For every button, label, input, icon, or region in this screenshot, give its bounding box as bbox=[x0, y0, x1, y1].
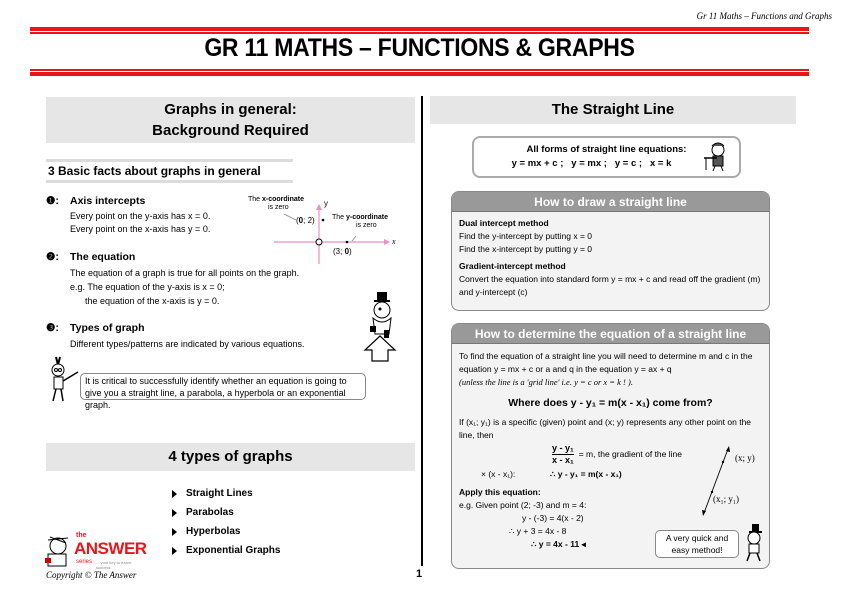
panel-title: How to draw a straight line bbox=[452, 192, 769, 212]
fact-number: ❷: bbox=[46, 251, 59, 263]
triangle-bullet-icon bbox=[172, 490, 177, 498]
point-x1y1-label: (x₁; y₁) bbox=[713, 494, 740, 504]
svg-text:is zero: is zero bbox=[356, 222, 377, 229]
if-text: If (x₁; y₁) is a specific (given) point and (x; y) represents any other point on the line, then bbox=[459, 417, 752, 440]
forms-heading: All forms of straight line equations: bbox=[526, 144, 687, 155]
multiply-label: × (x - x₁): bbox=[481, 469, 516, 479]
example-step-3: ∴ y = 4x - 11 ◂ bbox=[531, 539, 586, 549]
svg-text:The y-coordinate: The y-coordinate bbox=[332, 214, 389, 221]
graph-types-list bbox=[172, 484, 280, 560]
fact-title: Axis intercepts bbox=[70, 195, 146, 207]
intro-text: To find the equation of a straight line you will need to determine m and c in the equation y = mx + c or a and q in the equation y = ax + q bbox=[459, 351, 753, 374]
line-forms-box bbox=[472, 136, 741, 178]
fraction-numerator: y - y₁ bbox=[552, 443, 574, 453]
svg-text:(3; 0): (3; 0) bbox=[333, 247, 352, 256]
running-head: Gr 11 Maths – Functions and Graphs bbox=[696, 11, 832, 21]
question-heading: Where does y - y₁ = m(x - x₁) come from? bbox=[508, 397, 713, 409]
panel-title: How to determine the equation of a straight line bbox=[452, 324, 769, 344]
mascot-guitar-icon bbox=[46, 355, 80, 403]
column-divider bbox=[421, 96, 423, 566]
forms-equations: y = mx + c ; y = mx ; y = c ; x = k bbox=[511, 158, 672, 169]
title-rule-bottom-thick bbox=[30, 72, 809, 76]
fact-line: the equation of the x-axis is y = 0. bbox=[85, 296, 220, 306]
triangle-bullet-icon bbox=[172, 509, 177, 517]
banner-line-1: Graphs in general: bbox=[164, 101, 297, 118]
svg-text:(0; 2): (0; 2) bbox=[296, 216, 315, 225]
straight-line-banner: The Straight Line bbox=[430, 96, 796, 124]
point-xy-label: (x; y) bbox=[735, 453, 755, 463]
fraction-rhs: = m, the gradient of the line bbox=[578, 449, 682, 459]
fact-number: ❶: bbox=[46, 195, 59, 207]
fact-line: The equation of a graph is true for all points on the graph. bbox=[70, 268, 300, 278]
answer-series-logo bbox=[44, 532, 147, 574]
example-step-1: y - (-3) = 4(x - 2) bbox=[522, 513, 584, 523]
triangle-bullet-icon bbox=[172, 547, 177, 555]
list-item: Hyperbolas bbox=[172, 522, 280, 541]
quick-method-callout: A very quick and easy method! bbox=[655, 530, 739, 558]
fact-axis-intercepts bbox=[46, 195, 210, 236]
point-slope-result: ∴ y - y₁ = m(x - x₁) bbox=[550, 469, 622, 479]
list-item: Parabolas bbox=[172, 503, 280, 522]
svg-text:The x-coordinate: The x-coordinate bbox=[248, 196, 305, 203]
dual-step-1: Find the y-intercept by putting x = 0 bbox=[459, 231, 593, 241]
example-step-2: ∴ y + 3 = 4x - 8 bbox=[509, 526, 567, 536]
list-item: Straight Lines bbox=[172, 484, 280, 503]
logo-answer: ANSWER bbox=[74, 539, 147, 558]
svg-text:x: x bbox=[392, 237, 396, 246]
triangle-bullet-icon bbox=[172, 528, 177, 536]
fraction-denominator: x - x₁ bbox=[552, 455, 574, 465]
fact-line: Every point on the x-axis has y = 0. bbox=[70, 224, 211, 234]
title-rule-bottom-thin bbox=[30, 69, 809, 71]
svg-text:y: y bbox=[324, 199, 328, 208]
banner-line-2: Background Required bbox=[152, 122, 309, 139]
list-item: Exponential Graphs bbox=[172, 541, 280, 560]
fact-title: The equation bbox=[70, 251, 136, 263]
logo-tagline: ... your key to exam success bbox=[96, 560, 131, 570]
apply-heading: Apply this equation: bbox=[459, 487, 541, 497]
line-through-points-diagram bbox=[696, 445, 736, 517]
types-banner: 4 types of graphs bbox=[46, 443, 415, 471]
copyright: Copyright © The Answer bbox=[46, 570, 137, 580]
dual-step-2: Find the x-intercept by putting y = 0 bbox=[459, 244, 593, 254]
fact-title: Types of graph bbox=[70, 322, 145, 334]
fact-line: e.g. The equation of the y-axis is x = 0; bbox=[70, 282, 225, 292]
logo-mascot-icon bbox=[44, 534, 74, 568]
fact-line: Different types/patterns are indicated by various equations. bbox=[70, 339, 305, 349]
gradient-intercept-heading: Gradient-intercept method bbox=[459, 261, 566, 271]
critical-note-box: It is critical to successfully identify whether an equation is going to give you a straight line, a parabola, a hyperbola or an exponential graph. bbox=[80, 373, 366, 400]
example-given: e.g. Given point (2; -3) and m = 4: bbox=[459, 500, 587, 510]
fact-number: ❸: bbox=[46, 322, 59, 334]
logo-the: the bbox=[76, 532, 87, 539]
background-banner bbox=[46, 97, 415, 143]
mascot-on-arrow-icon bbox=[355, 290, 405, 362]
main-title: GR 11 MATHS – FUNCTIONS & GRAPHS bbox=[204, 34, 635, 62]
fact-line: Every point on the y-axis has x = 0. bbox=[70, 211, 211, 221]
fact-the-equation bbox=[46, 251, 299, 308]
logo-series: series bbox=[76, 559, 93, 565]
basic-facts-subheading: 3 Basic facts about graphs in general bbox=[46, 159, 293, 183]
mascot-writing-icon bbox=[703, 142, 729, 172]
svg-text:is zero: is zero bbox=[268, 204, 289, 211]
dual-intercept-heading: Dual intercept method bbox=[459, 218, 549, 228]
draw-straight-line-panel bbox=[451, 191, 770, 311]
page-number: 1 bbox=[416, 568, 423, 580]
grid-line-note: (unless the line is a 'grid line' i.e. y = c or x = k ! ). bbox=[459, 377, 633, 387]
mascot-tophat-icon bbox=[740, 522, 766, 562]
gradient-step: Convert the equation into standard form y = mx + c and read off the gradient (m) and y-intercept (c) bbox=[459, 274, 761, 297]
title-rule-top-thick bbox=[30, 27, 809, 31]
fact-types-of-graph bbox=[46, 322, 304, 351]
